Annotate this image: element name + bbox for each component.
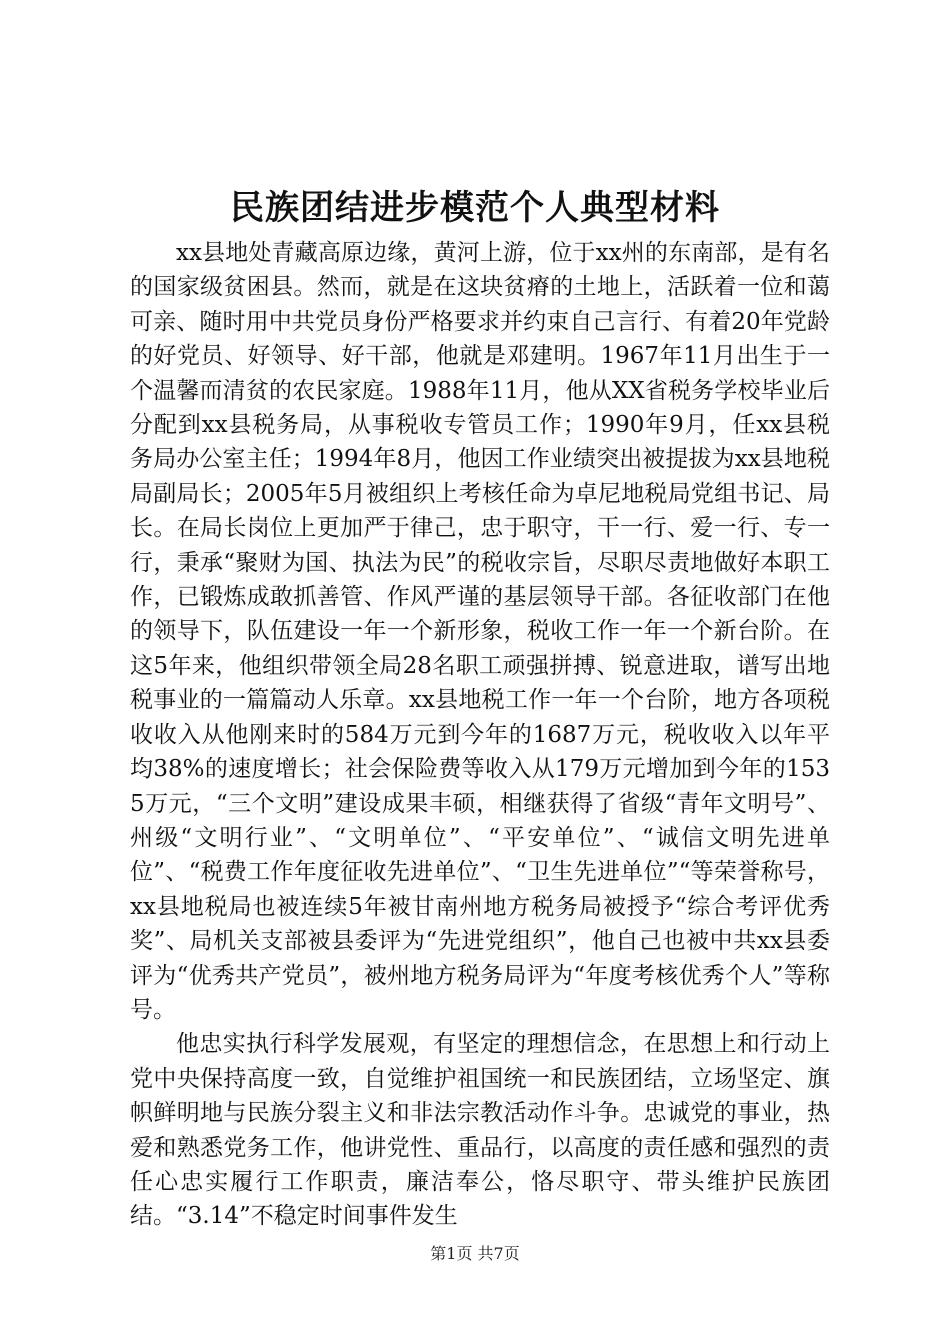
document-body [130, 236, 830, 1234]
page-number-footer: 第1页 共7页 [430, 1244, 520, 1263]
page-title: 民族团结进步模范个人典型材料 [230, 188, 720, 228]
paragraph-2: 他忠实执行科学发展观，有坚定的理想信念，在思想上和行动上党中央保持高度一致，自觉维护祖国统一和民族团结，立场坚定、旗帜鲜明地与民族分裂主义和非法宗教活动作斗争。忠诚党的事业，热爱和熟悉党务工作，他讲党性、重品行，以高度的责任感和强烈的责任心忠实履行工作职责，廉洁奉公，恪尽职守、带头维护民族团结。“3.14”不稳定时间事件发生 [130, 1031, 830, 1230]
paragraph-1: xx县地处青藏高原边缘，黄河上游，位于xx州的东南部，是有名的国家级贫困县。然而，就是在这块贫瘠的土地上，活跃着一位和蔼可亲、随时用中共党员身份严格要求并约束自己言行、有着20年党龄的好党员、好领导、好干部，他就是邓建明。1967年11月出生于一个温馨而清贫的农民家庭。1988年11月，他从XX省税务学校毕业后分配到xx县税务局，从事税收专管员工作；1990年9月，任xx县税务局办公室主任；1994年8月，他因工作业绩突出被提拔为xx县地税局副局长；2005年5月被组织上考核任命为卓尼地税局党组书记、局长。在局长岗位上更加严于律己，忠于职守，干一行、爱一行、专一行，秉承“聚财为国、执法为民”的税收宗旨，尽职尽责地做好本职工作，已锻炼成敢抓善管、作风严谨的基层领导干部。各征收部门在他的领导下，队伍建设一年一个新形象，税收工作一年一个新台阶。在这5年来，他组织带领全局28名职工顽强拼搏、锐意进取，谱写出地税事业的一篇篇动人乐章。xx县地税工作一年一个台阶，地方各项税收收入从他刚来时的584万元到今年的1687万元，税收收入以年平均38%的速度增长；社会保险费等收入从179万元增加到今年的1535万元，“三个文明”建设成果丰硕，相继获得了省级“青年文明号”、州级“文明行业”、“文明单位”、“平安单位”、“诚信文明先进单位”、“税费工作年度征收先进单位”、“卫生先进单位”“等荣誉称号，xx县地税局也被连续5年被甘南州地方税务局被授予“综合考评优秀奖”、局机关支部被县委评为“先进党组织”，他自己也被中共xx县委评为“优秀共产党员”，被州地方税务局评为“年度考核优秀个人”等称号。 [130, 240, 830, 1023]
